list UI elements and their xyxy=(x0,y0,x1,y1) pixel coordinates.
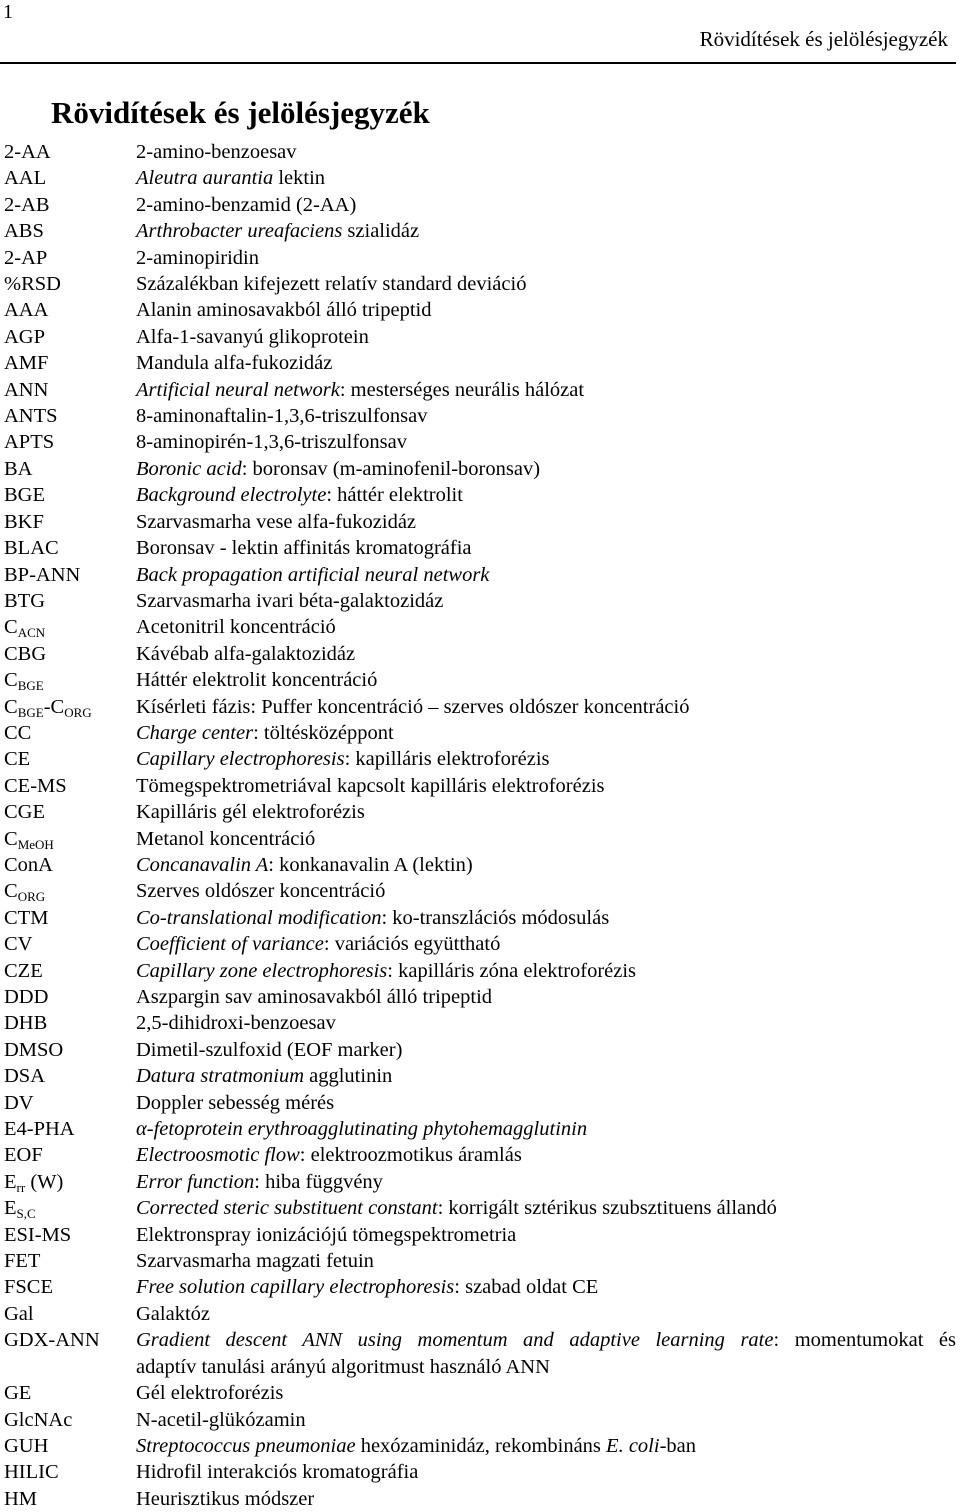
definition xyxy=(136,535,956,561)
definition xyxy=(136,931,956,957)
definition xyxy=(136,403,956,429)
text-run: E xyxy=(4,1170,17,1193)
list-item xyxy=(0,377,956,403)
list-item xyxy=(0,1407,956,1433)
definition xyxy=(136,1010,956,1036)
abbreviation: DSA xyxy=(4,1065,46,1088)
definition xyxy=(136,614,956,640)
text-run: : boronsav (m-aminofenil-boronsav) xyxy=(241,457,541,480)
text-run: 8-aminopirén-1,3,6-triszulfonsav xyxy=(136,431,407,454)
text-run: lektin xyxy=(273,167,326,190)
definition xyxy=(136,1222,956,1248)
abbreviation: DHB xyxy=(4,1012,48,1035)
list-item xyxy=(0,694,956,720)
list-item xyxy=(0,1142,956,1168)
list-item xyxy=(0,1195,956,1221)
text-run: : konkanavalin A (lektin) xyxy=(268,853,473,876)
list-item xyxy=(0,984,956,1010)
definition xyxy=(136,1063,956,1089)
list-item xyxy=(0,1486,956,1512)
definition xyxy=(136,1433,956,1459)
text-run: -C xyxy=(43,695,65,718)
list-item xyxy=(0,1222,956,1248)
list-item xyxy=(0,403,956,429)
text-run: Boronsav - lektin affinitás kromatográfia xyxy=(136,537,472,560)
text-run: Doppler sebesség mérés xyxy=(136,1091,335,1114)
list-item xyxy=(0,826,956,852)
text-run: Acetonitril koncentráció xyxy=(136,616,336,639)
definition xyxy=(136,245,956,271)
list-item xyxy=(0,1459,956,1485)
definition xyxy=(136,852,956,878)
list-item xyxy=(0,641,956,667)
list-item xyxy=(0,1433,956,1459)
abbreviation: E4-PHA xyxy=(4,1118,75,1141)
text-run: : variációs együttható xyxy=(323,933,501,956)
text-run: Háttér elektrolit koncentráció xyxy=(136,669,378,692)
definition xyxy=(136,297,956,323)
list-item xyxy=(0,958,956,984)
subscript-text: MeOH xyxy=(17,836,54,852)
italic-term: Concanavalin A xyxy=(136,853,269,876)
definition xyxy=(136,799,956,825)
text-run: Hidrofil interakciós kromatográfia xyxy=(136,1461,419,1484)
text-run: Kapilláris gél elektroforézis xyxy=(136,801,365,824)
list-item xyxy=(0,429,956,455)
subscript-text: BGE xyxy=(17,678,44,694)
definition xyxy=(136,773,956,799)
text-run: hexózaminidáz, rekombináns xyxy=(355,1434,607,1457)
italic-term: Charge center xyxy=(136,721,254,744)
text-run: 2,5-dihidroxi-benzoesav xyxy=(136,1012,336,1035)
abbreviation: EOF xyxy=(4,1144,43,1167)
definition xyxy=(136,1301,956,1327)
list-item xyxy=(0,905,956,931)
list-item xyxy=(0,562,956,588)
italic-term: Background electrolyte xyxy=(136,484,327,507)
definition xyxy=(136,1090,956,1116)
abbreviation: CZE xyxy=(4,959,43,982)
abbreviation: AAL xyxy=(4,167,47,190)
header-rule xyxy=(0,62,956,64)
definition xyxy=(136,192,956,218)
italic-term: Coefficient of variance xyxy=(136,933,324,956)
page-number: 1 xyxy=(3,1,13,23)
definition xyxy=(136,350,956,376)
definition xyxy=(136,429,956,455)
text-run: -ban xyxy=(659,1434,696,1457)
abbreviation: BA xyxy=(4,457,33,480)
abbreviation: BLAC xyxy=(4,537,59,560)
list-item xyxy=(0,218,956,244)
abbreviation: DDD xyxy=(4,986,49,1008)
definition xyxy=(136,1380,956,1406)
list-item xyxy=(0,139,956,165)
text-run: Kávébab alfa-galaktozidáz xyxy=(136,642,356,665)
definition xyxy=(136,324,956,350)
list-item xyxy=(0,350,956,376)
list-item xyxy=(0,1063,956,1089)
list-item xyxy=(0,192,956,218)
text-run: Szerves oldószer koncentráció xyxy=(136,880,386,903)
abbreviation xyxy=(0,1169,136,1195)
definition xyxy=(136,720,956,746)
definition xyxy=(136,271,956,297)
italic-term: α-fetoprotein erythroagglutinating phytohemagglutinin xyxy=(136,1118,588,1141)
abbreviation: 2-AP xyxy=(4,246,48,269)
list-item xyxy=(0,746,956,772)
definition xyxy=(136,509,956,535)
italic-term: E. coli xyxy=(606,1434,660,1457)
text-run: Szarvasmarha magzati fetuin xyxy=(136,1250,374,1273)
abbreviation xyxy=(0,878,136,904)
text-run: E xyxy=(4,1197,17,1220)
definition xyxy=(136,984,956,1010)
list-item xyxy=(0,297,956,323)
text-run: Heurisztikus módszer xyxy=(136,1487,315,1510)
abbreviation: BGE xyxy=(4,484,45,507)
subscript-text: ORG xyxy=(17,889,46,905)
abbreviation: GlcNAc xyxy=(4,1408,73,1431)
italic-term: Capillary zone electrophoresis xyxy=(136,959,388,982)
definition xyxy=(136,905,956,931)
definition xyxy=(136,958,956,984)
definition xyxy=(136,1274,956,1300)
text-run: Mandula alfa-fukozidáz xyxy=(136,352,333,375)
page-title: Rövidítések és jelölésjegyzék xyxy=(51,95,430,130)
abbreviation: ANTS xyxy=(4,405,58,428)
text-run: Alanin aminosavakból álló tripeptid xyxy=(136,299,432,322)
text-run: : mesterséges neurális hálózat xyxy=(339,378,585,401)
list-item xyxy=(0,878,956,904)
abbreviation: ConA xyxy=(4,853,53,876)
abbreviation: Gal xyxy=(4,1302,34,1325)
list-item xyxy=(0,852,956,878)
list-item xyxy=(0,1327,956,1380)
text-run: N-acetil-glükózamin xyxy=(136,1408,306,1431)
text-run: : korrigált sztérikus szubsztituens állandó xyxy=(437,1197,777,1220)
definition xyxy=(136,1459,956,1485)
abbreviation: GE xyxy=(4,1382,32,1405)
abbreviation: HILIC xyxy=(4,1461,59,1484)
text-run: : kapilláris zóna elektroforézis xyxy=(387,959,637,982)
definition xyxy=(136,588,956,614)
text-run: C xyxy=(4,669,18,692)
text-run: Alfa-1-savanyú glikoprotein xyxy=(136,325,369,348)
list-item xyxy=(0,773,956,799)
abbreviation: 2-AB xyxy=(4,193,50,216)
abbreviation: BP-ANN xyxy=(4,563,81,586)
list-item xyxy=(0,799,956,825)
text-run: : hiba függvény xyxy=(254,1170,383,1193)
text-run: (W) xyxy=(25,1170,64,1193)
list-item xyxy=(0,667,956,693)
definition-continuation: adaptív tanulási arányú algoritmust használó ANN xyxy=(136,1355,550,1378)
text-run: 2-aminopiridin xyxy=(136,246,259,269)
text-run: : kapilláris elektroforézis xyxy=(344,748,550,771)
definition xyxy=(136,1248,956,1274)
text-run: Szarvasmarha ivari béta-galaktozidáz xyxy=(136,589,444,612)
list-item xyxy=(0,1116,956,1142)
italic-term: Free solution capillary electrophoresis xyxy=(136,1276,455,1299)
abbreviation: CE-MS xyxy=(4,774,67,797)
italic-term: Co-translational modification xyxy=(136,906,382,929)
list-item xyxy=(0,1301,956,1327)
abbreviation: ESI-MS xyxy=(4,1223,72,1246)
text-run: Szarvasmarha vese alfa-fukozidáz xyxy=(136,510,417,533)
abbreviation: FSCE xyxy=(4,1276,53,1299)
abbreviation: AMF xyxy=(4,352,49,375)
definition xyxy=(136,667,956,693)
text-run: : töltésközéppont xyxy=(253,721,394,744)
definition xyxy=(136,1142,956,1168)
list-item xyxy=(0,509,956,535)
abbreviation: 2-AA xyxy=(4,141,51,163)
text-run: agglutinin xyxy=(304,1065,393,1088)
definition xyxy=(136,694,956,720)
definition xyxy=(136,826,956,852)
text-run: Tömegspektrometriával kapcsolt kapilláris elektroforézis xyxy=(136,774,605,797)
italic-term: Electroosmotic flow xyxy=(136,1144,300,1167)
abbreviation: GDX-ANN xyxy=(4,1329,100,1352)
abbreviation xyxy=(0,667,136,693)
subscript-text: S,C xyxy=(16,1206,36,1222)
abbreviation: CC xyxy=(4,721,32,744)
text-run: szialidáz xyxy=(342,220,420,243)
italic-term: Boronic acid xyxy=(136,457,242,480)
list-item xyxy=(0,588,956,614)
italic-term: Corrected steric substituent constant xyxy=(136,1197,438,1220)
text-run: 2-amino-benzamid (2-AA) xyxy=(136,193,357,216)
text-run: Galaktóz xyxy=(136,1302,210,1325)
italic-term: Back propagation artificial neural network xyxy=(136,563,490,586)
abbreviation: ANN xyxy=(4,378,49,401)
italic-term: Arthrobacter ureafaciens xyxy=(136,220,343,243)
text-run: C xyxy=(4,827,18,850)
definition xyxy=(136,1037,956,1063)
abbreviation: GUH xyxy=(4,1434,49,1457)
definition xyxy=(136,746,956,772)
list-item xyxy=(0,482,956,508)
abbreviation: AAA xyxy=(4,299,49,322)
abbreviation: FET xyxy=(4,1250,41,1273)
text-run: : ko-transzlációs módosulás xyxy=(381,906,610,929)
text-run: : háttér elektrolit xyxy=(326,484,463,507)
text-run: 2-amino-benzoesav xyxy=(136,141,297,163)
text-run: C xyxy=(4,880,18,903)
text-run: : momentumokat és xyxy=(773,1329,957,1352)
list-item xyxy=(0,271,956,297)
running-header-title: Rövidítések és jelölésjegyzék xyxy=(699,27,948,51)
list-item xyxy=(0,931,956,957)
abbreviation: DMSO xyxy=(4,1038,64,1061)
abbreviation: CV xyxy=(4,933,33,956)
italic-term: Artificial neural network xyxy=(136,378,340,401)
list-item xyxy=(0,1037,956,1063)
definition xyxy=(136,139,956,165)
list-item xyxy=(0,614,956,640)
list-item xyxy=(0,1274,956,1300)
abbreviation: CBG xyxy=(4,642,47,665)
list-item xyxy=(0,535,956,561)
definition xyxy=(136,1116,956,1142)
text-run: Kísérleti fázis: Puffer koncentráció – szerves oldószer koncentráció xyxy=(136,695,690,718)
list-item xyxy=(0,1010,956,1036)
text-run: Dimetil-szulfoxid (EOF marker) xyxy=(136,1038,403,1061)
text-run: Aszpargin sav aminosavakból álló tripeptid xyxy=(136,986,493,1008)
list-item xyxy=(0,720,956,746)
italic-term: Gradient descent ANN using momentum and adaptive learning rate xyxy=(136,1329,774,1352)
abbreviation-list xyxy=(0,139,956,1512)
definition xyxy=(136,1486,956,1512)
abbreviation: HM xyxy=(4,1487,38,1510)
abbreviation xyxy=(0,1195,136,1221)
text-run: C xyxy=(4,695,18,718)
abbreviation: APTS xyxy=(4,431,55,454)
definition xyxy=(136,1327,956,1380)
abbreviation: AGP xyxy=(4,325,46,348)
definition xyxy=(136,1169,956,1195)
italic-term: Streptococcus pneumoniae xyxy=(136,1434,356,1457)
subscript-text: rr xyxy=(16,1179,26,1195)
list-item xyxy=(0,324,956,350)
italic-term: Datura stratmonium xyxy=(136,1065,305,1088)
abbreviation: CTM xyxy=(4,906,49,929)
text-run: C xyxy=(4,616,18,639)
text-run: Gél elektroforézis xyxy=(136,1382,284,1405)
text-run: : elektroozmotikus áramlás xyxy=(299,1144,522,1167)
definition xyxy=(136,1407,956,1433)
abbreviation: CE xyxy=(4,748,31,771)
text-run: : szabad oldat CE xyxy=(454,1276,599,1299)
definition xyxy=(136,165,956,191)
abbreviation xyxy=(0,694,136,720)
definition xyxy=(136,482,956,508)
abbreviation: DV xyxy=(4,1091,34,1114)
definition xyxy=(136,641,956,667)
abbreviation: BTG xyxy=(4,589,45,612)
list-item xyxy=(0,165,956,191)
list-item xyxy=(0,1248,956,1274)
list-item xyxy=(0,1169,956,1195)
text-run: Százalékban kifejezett relatív standard deviáció xyxy=(136,273,527,296)
text-run: 8-aminonaftalin-1,3,6-triszulfonsav xyxy=(136,405,428,428)
italic-term: Aleutra aurantia xyxy=(136,167,274,190)
list-item xyxy=(0,1090,956,1116)
text-run: Metanol koncentráció xyxy=(136,827,316,850)
definition xyxy=(136,1195,956,1221)
list-item xyxy=(0,456,956,482)
abbreviation xyxy=(0,826,136,852)
definition xyxy=(136,218,956,244)
list-item xyxy=(0,245,956,271)
list-item xyxy=(0,1380,956,1406)
subscript-text: ORG xyxy=(64,704,92,720)
abbreviation xyxy=(0,614,136,640)
definition xyxy=(136,562,956,588)
subscript-text: BGE xyxy=(17,704,44,720)
italic-term: Error function xyxy=(136,1170,255,1193)
text-run: Elektronspray ionizációjú tömegspektrometria xyxy=(136,1223,517,1246)
definition xyxy=(136,456,956,482)
definition xyxy=(136,878,956,904)
subscript-text: ACN xyxy=(17,625,46,641)
abbreviation: %RSD xyxy=(4,273,61,296)
abbreviation: CGE xyxy=(4,801,45,824)
abbreviation: ABS xyxy=(4,220,44,243)
italic-term: Capillary electrophoresis xyxy=(136,748,345,771)
definition xyxy=(136,377,956,403)
abbreviation: BKF xyxy=(4,510,44,533)
